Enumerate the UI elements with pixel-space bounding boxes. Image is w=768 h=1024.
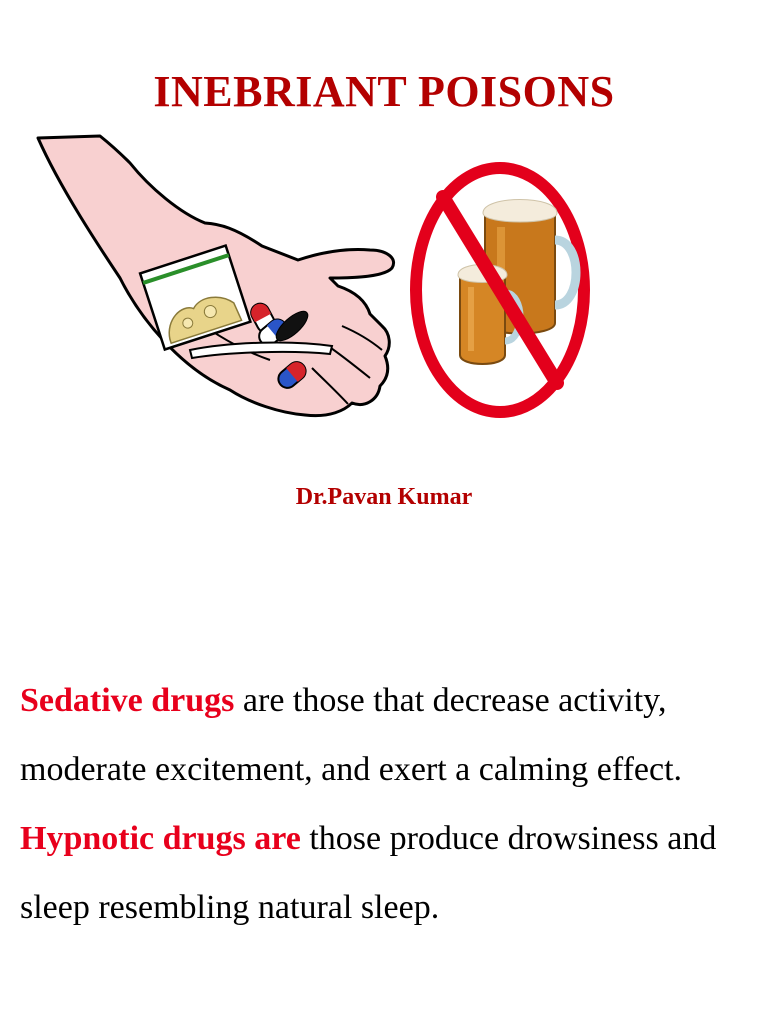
no-alcohol-icon <box>405 155 595 425</box>
sedative-definition <box>20 666 768 804</box>
hypnotic-text: those produce drowsiness and sleep resembling natural sleep. <box>20 820 717 926</box>
sedative-term: Sedative drugs <box>20 682 235 719</box>
sedative-text: are those that decrease activity, moderate excitement, and exert a calming effect. <box>20 682 683 788</box>
hypnotic-term: Hypnotic drugs are <box>20 820 301 857</box>
hand-with-drugs-icon <box>30 128 400 428</box>
page-title: INEBRIANT POISONS <box>153 67 615 116</box>
author-name: Dr.Pavan Kumar <box>295 484 473 510</box>
hypnotic-definition <box>20 804 768 942</box>
